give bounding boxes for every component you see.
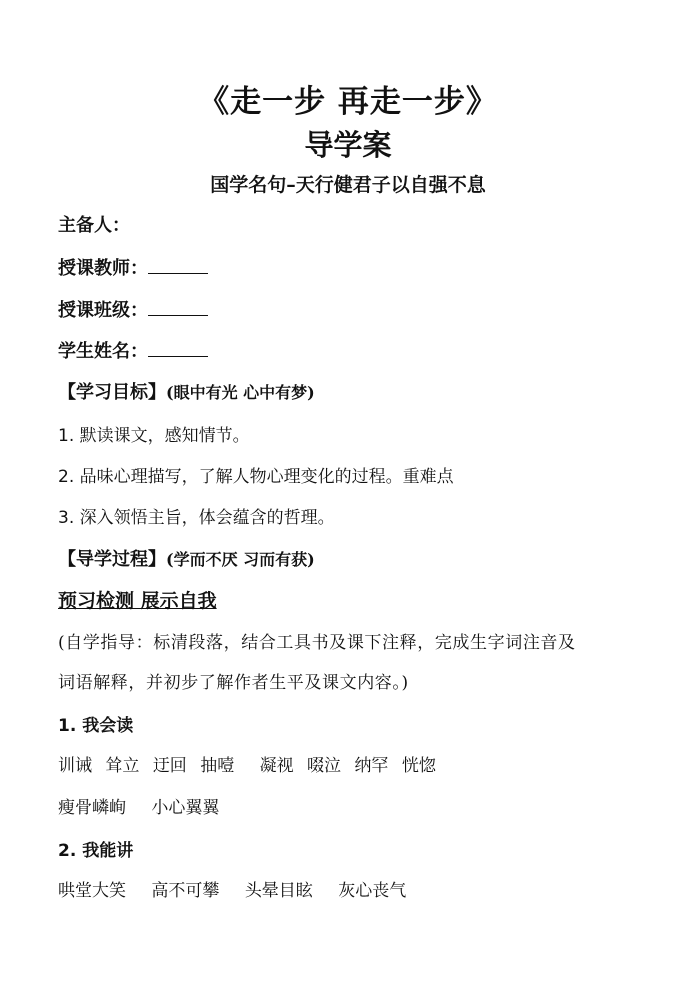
goals-heading-row <box>58 378 315 404</box>
guide-line-2: 词语解释，并初步了解作者生平及课文内容。) <box>58 673 409 693</box>
read-word: 迂回 <box>152 756 187 776</box>
guide-line-1: (自学指导：标清段落，结合工具书及课下注释，完成生字词注音及 <box>58 633 576 653</box>
motto-line: 国学名句–天行健君子以自强不息 <box>210 174 486 196</box>
teacher-blank[interactable] <box>148 259 208 274</box>
read-words-row-2 <box>58 793 227 818</box>
read-word: 耸立 <box>105 756 140 776</box>
student-row <box>58 337 208 363</box>
read-words-row-1 <box>58 751 444 776</box>
goal-item-1: 1. 默读课文，感知情节。 <box>58 426 250 446</box>
read-word: 抽噎 <box>200 756 235 776</box>
goals-heading: 【学习目标】 <box>58 382 166 403</box>
read-heading: 1. 我会读 <box>58 716 134 736</box>
teacher-row <box>58 254 208 280</box>
doc-title: 《走一步 再走一步》 <box>198 84 498 120</box>
speak-words-row <box>58 876 414 901</box>
class-blank[interactable] <box>148 301 208 316</box>
goal-item-3: 3. 深入领悟主旨，体会蕴含的哲理。 <box>58 508 335 528</box>
read-word: 训诫 <box>58 756 92 776</box>
class-row <box>58 296 208 322</box>
read-word: 小心翼翼 <box>151 798 220 818</box>
speak-word: 灰心丧气 <box>338 881 407 901</box>
preparer-row <box>58 211 130 237</box>
read-word: 啜泣 <box>307 756 342 776</box>
read-word: 凝视 <box>259 756 294 776</box>
preview-title-row <box>58 586 217 613</box>
read-word: 恍惚 <box>401 756 436 776</box>
teacher-label: 授课教师： <box>58 258 148 279</box>
doc-subtitle: 导学案 <box>304 128 392 162</box>
speak-word: 头晕目眩 <box>244 881 313 901</box>
speak-heading: 2. 我能讲 <box>58 841 134 861</box>
goal-item-2: 2. 品味心理描写，了解人物心理变化的过程。重难点 <box>58 467 454 487</box>
preparer-label: 主备人： <box>58 215 130 236</box>
student-label: 学生姓名： <box>58 341 148 362</box>
read-word: 纳罕 <box>354 756 389 776</box>
preview-title: 预习检测 展示自我 <box>58 590 217 612</box>
student-blank[interactable] <box>148 342 208 357</box>
speak-word: 哄堂大笑 <box>58 881 126 901</box>
process-note: (学而不厌 习而有获) <box>166 550 315 569</box>
speak-word: 高不可攀 <box>151 881 220 901</box>
goals-note: (眼中有光 心中有梦) <box>166 383 315 402</box>
process-heading-row <box>58 545 315 571</box>
process-heading: 【导学过程】 <box>58 549 166 570</box>
read-word: 瘦骨嶙峋 <box>58 798 126 818</box>
class-label: 授课班级： <box>58 300 148 321</box>
